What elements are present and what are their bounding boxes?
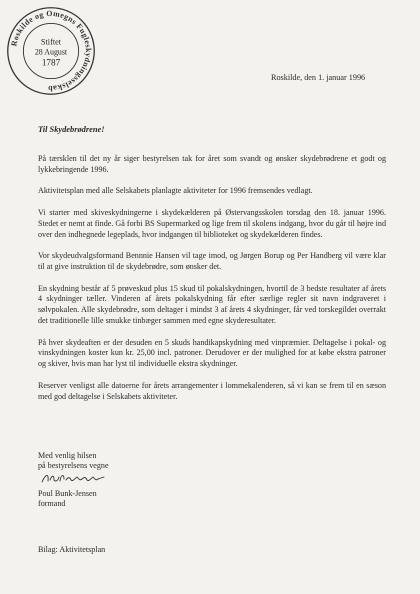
svg-text:Roskilde og Omegns Fugleskydni: Roskilde og Omegns Fugleskydningsselskab <box>9 8 93 94</box>
paragraph: En skydning består af 5 prøveskud plus 15 skud til pokalskydningen, hvortil de 3 bedste resultater af årets 4 skydninger tæller. Vinderen af årets pokalskydning får efter særlige regler sit navn indgraveret i sølvpokalen. Alle skydebrødre, som deltager i mindst 3 af årets 4 skydninger, får ved torskegildet overrakt det traditionelle lille smukke tinbæger sammen med egne skyderesultater. <box>38 283 386 325</box>
signer-title: formand <box>38 498 66 508</box>
paragraph: På hver skydeaften er der desuden en 5 skuds handikapskydning med vinpræmier. Deltagelse i pokal- og vinskydningen koster kun kr. 25,00 incl. patroner. Derudover er der mulighed for at købe ekstra patroner og skiver, hvis man har lyst til individuelle ekstra skydninger. <box>38 337 386 369</box>
paragraph: Reserver venligst alle datoerne for årets arrangementer i lommekalenderen, så vi kan se frem til en sæson med god deltagelse i Selskabets aktiviteter. <box>38 380 386 401</box>
closing-line: Med venlig hilsen <box>38 451 97 460</box>
paragraph: På tærsklen til det ny år siger bestyrelsen tak for året som svandt og ønsker skydebrødrene et godt og lykkebringende 1996. <box>38 154 386 174</box>
society-seal <box>5 5 97 97</box>
handwritten-signature <box>40 471 106 485</box>
closing <box>38 451 109 471</box>
paragraph: Aktivitetsplan med alle Selskabets planlagte aktiviteter for 1996 fremsendes vedlagt. <box>38 186 313 196</box>
paragraph: Vi starter med skiveskydningerne i skydekælderen på Østervangsskolen torsdag den 18. januar 1996. Stedet er nemt at finde. Gå forbi BS Supermarked og lige frem til skolens indgang, hvor du går til højre ind over den indhegnede legeplads, hvor indgangen til biblioteket og skydekælderen findes. <box>38 207 386 239</box>
seal-line-date: 28 August <box>34 47 68 57</box>
signer-block <box>38 489 97 508</box>
paragraph: Vor skydeudvalgsformand Bennnie Hansen vil tage imod, og Jørgen Borup og Per Handberg vil være klar til at give instruktion til de skydebrødre, som ønsker det. <box>38 251 386 271</box>
greeting: Til Skydebrødrene! <box>38 125 105 134</box>
signer-name: Poul Bunk-Jensen <box>38 489 97 498</box>
seal-line-year: 1787 <box>41 57 61 68</box>
attachment-note: Bilag: Aktivitetsplan <box>38 545 106 554</box>
dateline: Roskilde, den 1. januar 1996 <box>271 73 366 82</box>
seal-line-founded: Stiftet <box>40 37 62 47</box>
letter-body <box>38 154 386 413</box>
closing-line: på bestyrelsens vegne <box>38 461 109 471</box>
